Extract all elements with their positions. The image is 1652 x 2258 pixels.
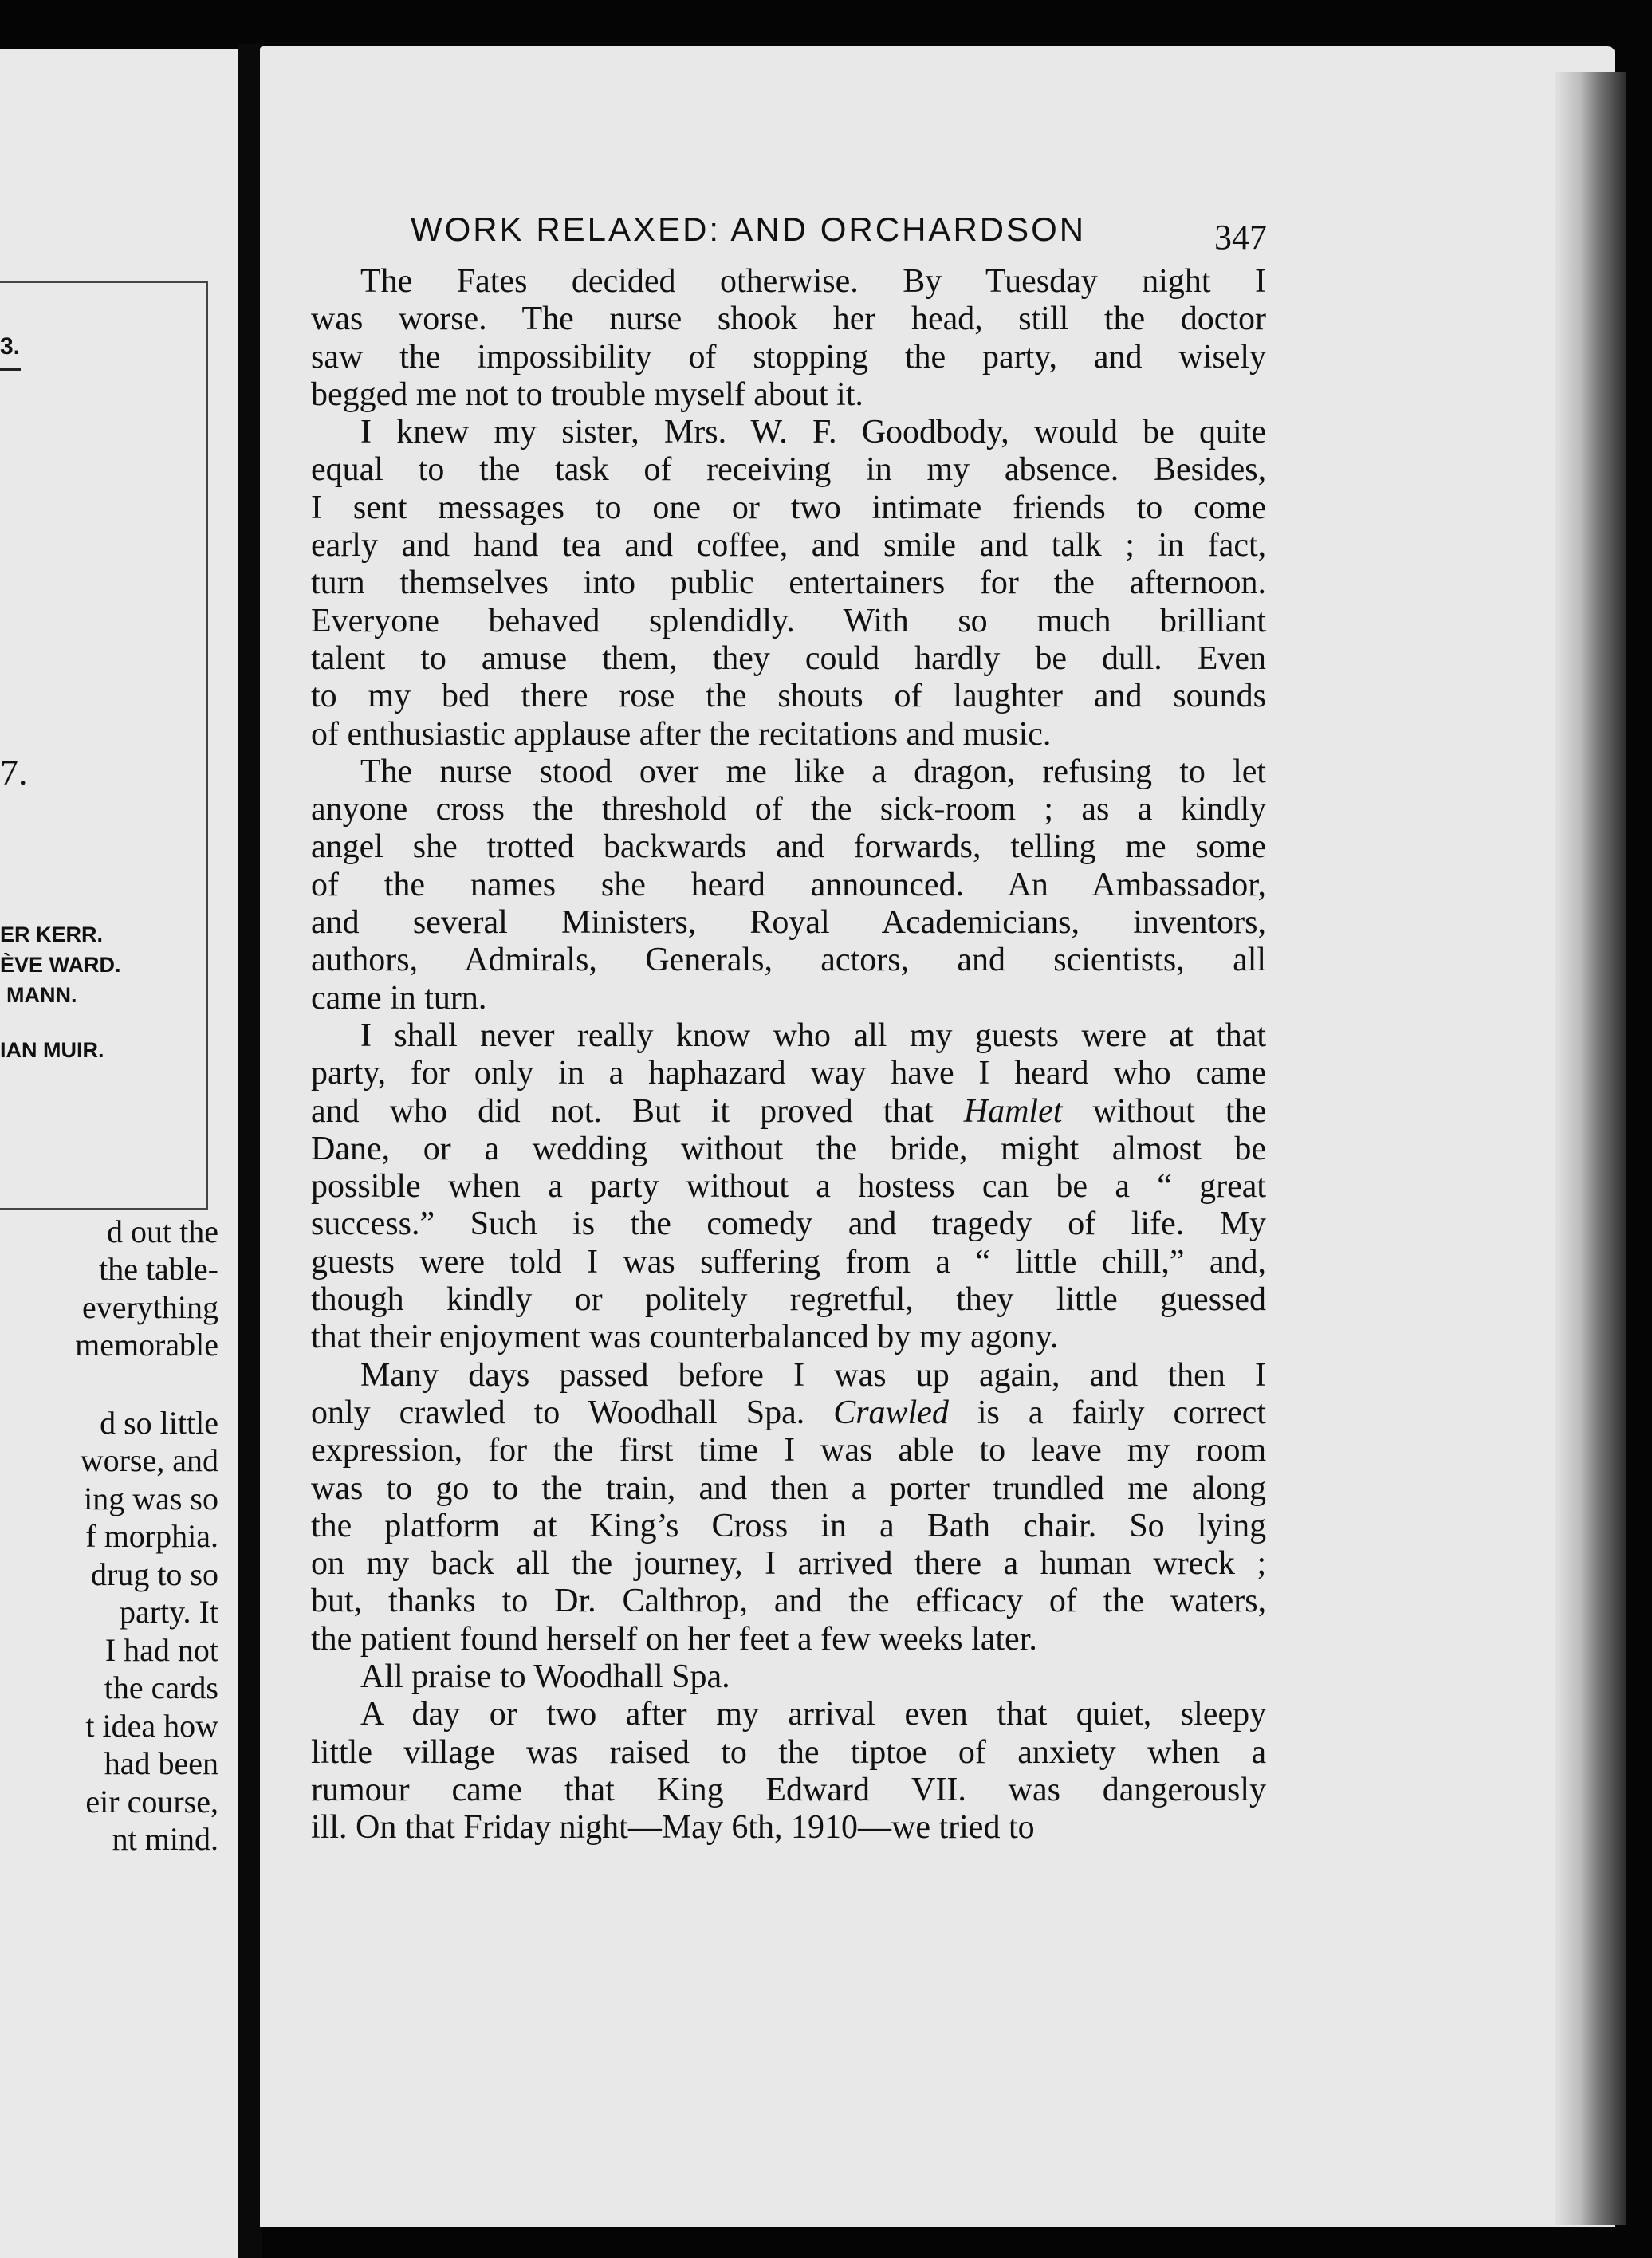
left-box-name: IAN MUIR. — [0, 1038, 104, 1062]
left-text-line: f morphia. — [85, 1518, 218, 1554]
running-head: WORK RELAXED: AND ORCHARDSON — [411, 210, 1087, 248]
left-box-name: ER KERR. — [0, 922, 104, 946]
book-gutter — [238, 44, 262, 2258]
italic-word: Hamlet — [963, 1092, 1063, 1130]
text-line: The nurse stood over me like a dragon, refusing to let — [360, 753, 1267, 790]
paragraph — [311, 1017, 1266, 1357]
text-line: though kindly or politely regretful, they little guessed — [311, 1281, 1267, 1319]
text-line: begged me not to trouble myself about it. — [311, 376, 863, 413]
text-line: Dane, or a wedding without the bride, might almost be — [311, 1130, 1267, 1167]
paragraph — [311, 1357, 1266, 1658]
text-line: early and hand tea and coffee, and smile and talk ; in fact, — [311, 527, 1267, 564]
left-text-line: had been — [104, 1745, 218, 1781]
text-line: guests were told I was suffering from a “ little chill,” and, — [311, 1243, 1267, 1280]
text-line: The Fates decided otherwise. By Tuesday night I — [360, 263, 1267, 300]
text-line: rumour came that King Edward VII. was dangerously — [311, 1771, 1267, 1808]
paragraph — [311, 1696, 1266, 1847]
text-line: I sent messages to one or two intimate friends to come — [311, 489, 1267, 526]
left-text-line: memorable — [75, 1327, 218, 1363]
text-line: I knew my sister, Mrs. W. F. Goodbody, would be quite — [360, 414, 1266, 451]
text-line: party, for only in a haphazard way have I heard who came — [311, 1055, 1267, 1092]
text-line: equal to the task of receiving in my absence. Besides, — [311, 451, 1267, 489]
page-edge-shadow — [1555, 72, 1626, 2225]
left-box-name: ÈVE WARD. — [0, 953, 121, 977]
text-line: that their enjoyment was counterbalanced by my agony. — [311, 1319, 1059, 1356]
left-box-mark: 3. — [0, 333, 21, 360]
paragraph — [311, 1658, 1266, 1696]
text-line: anyone cross the threshold of the sick-room ; as a kindly — [311, 791, 1267, 828]
left-text-line: party. It — [119, 1594, 218, 1630]
italic-word: Crawled — [833, 1394, 949, 1431]
left-text-line: t idea how — [85, 1708, 218, 1744]
left-text-line: everything — [81, 1289, 218, 1325]
left-page-fragment — [0, 49, 238, 2258]
text-line: was worse. The nurse shook her head, still the doctor — [311, 301, 1267, 338]
text-line: All praise to Woodhall Spa. — [360, 1658, 730, 1695]
left-text-line: the cards — [104, 1670, 218, 1705]
left-text-line: nt mind. — [112, 1821, 218, 1857]
left-text-line: d out the — [107, 1214, 218, 1249]
text-line: angel she trotted backwards and forwards, telling me some — [311, 828, 1267, 866]
text-line: only crawled to Woodhall Spa. Crawled is a fairly correct — [311, 1394, 1267, 1431]
left-text-line: I had not — [104, 1632, 218, 1668]
left-text-line: ing was so — [84, 1481, 218, 1516]
text-line: ill. On that Friday night—May 6th, 1910—we tried to — [311, 1809, 1035, 1847]
text-line: expression, for the first time I was able to leave my room — [311, 1432, 1267, 1469]
text-line: turn themselves into public entertainers for the afternoon. — [311, 564, 1267, 602]
text-line: possible when a party without a hostess can be a “ great — [311, 1168, 1267, 1206]
text-line: success.” Such is the comedy and tragedy of life. My — [311, 1206, 1267, 1243]
text-line: saw the impossibility of stopping the party, and wisely — [311, 338, 1267, 376]
text-line: of enthusiastic applause after the recitations and music. — [311, 715, 1052, 753]
text-line: A day or two after my arrival even that quiet, sleepy — [360, 1696, 1267, 1733]
left-text-line: drug to so — [91, 1556, 218, 1592]
paragraph — [311, 263, 1266, 414]
text-line: the patient found herself on her feet a few weeks later. — [311, 1620, 1037, 1658]
text-line: of the names she heard announced. An Ambassador, — [311, 866, 1267, 903]
text-line: the platform at King’s Cross in a Bath chair. So lying — [311, 1507, 1267, 1544]
text-line: to my bed there rose the shouts of laughter and sounds — [311, 678, 1267, 715]
page-number: 347 — [1214, 218, 1267, 257]
left-box-rule — [0, 368, 21, 371]
text-line: talent to amuse them, they could hardly be dull. Even — [311, 639, 1267, 677]
text-line: authors, Admirals, Generals, actors, and scientists, all — [311, 942, 1267, 979]
text-line: little village was raised to the tiptoe of anxiety when a — [311, 1733, 1267, 1771]
text-line: Everyone behaved splendidly. With so much brilliant — [311, 602, 1267, 639]
left-text-line: eir course, — [85, 1784, 218, 1819]
text-line: and who did not. But it proved that Hamlet without the — [311, 1092, 1267, 1130]
body-text — [311, 263, 1266, 1847]
left-box-numeral: 7. — [0, 752, 28, 793]
left-text-line: worse, and — [80, 1442, 218, 1478]
left-text-line: d so little — [100, 1405, 218, 1441]
text-line: was to go to the train, and then a porter trundled me along — [311, 1469, 1267, 1507]
text-line: came in turn. — [311, 979, 487, 1017]
text-line: but, thanks to Dr. Calthrop, and the efficacy of the waters, — [311, 1583, 1267, 1620]
text-line: on my back all the journey, I arrived there a human wreck ; — [311, 1545, 1267, 1583]
left-box-name: MANN. — [6, 983, 77, 1007]
left-bordered-box — [0, 281, 208, 1210]
paragraph — [311, 753, 1266, 1017]
text-line: and several Ministers, Royal Academicians, inventors, — [311, 904, 1266, 942]
paragraph — [311, 414, 1266, 753]
text-line: Many days passed before I was up again, and then I — [360, 1356, 1267, 1394]
left-text-line: the table- — [99, 1251, 218, 1287]
text-line: I shall never really know who all my guests were at that — [360, 1017, 1267, 1054]
